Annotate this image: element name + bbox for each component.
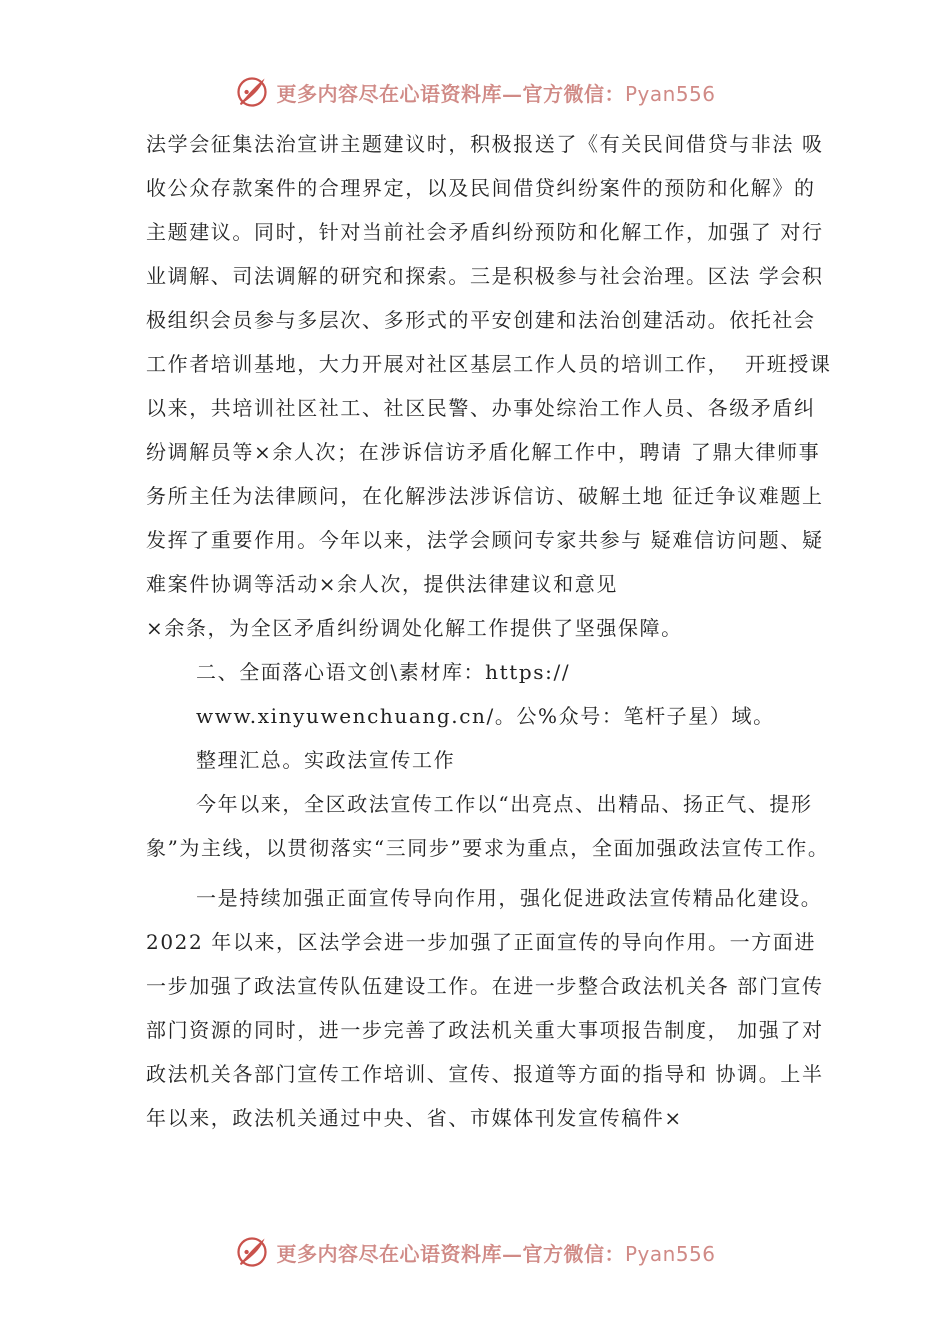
quill-logo-icon [234, 74, 270, 110]
paragraph: 一是持续加强正面宣传导向作用，强化促进政法宣传精品化建设。2022 年以来，区法学会进一步加强了正面宣传的导向作用。一方面进一步加强了政法宣传队伍建设工作。在进一步整合政法机关各 部门宣传部门资源的同时，进一步完善了政法机关重大事项报告制度， 加强了对政法机关各部门宣传工作培训、宣传、报道等方面的指导和 协调。上半年以来，政法机关通过中央、省、市媒体刊发宣传稿件× [146, 886, 824, 1130]
paragraph: www.xinyuwenchuang.cn/。公%众号：笔杆子星）域。 [196, 704, 775, 728]
header-banner [0, 72, 950, 112]
banner-text: 更多内容尽在心语资料库—官方微信：Pyan556 [276, 81, 716, 106]
paragraph: 整理汇总。实政法宣传工作 [196, 748, 456, 772]
paragraph: 今年以来，全区政法宣传工作以“出亮点、出精品、扬正气、提形象”为主线，以贯彻落实“三同步”要求为重点，全面加强政法宣传工作。 [146, 792, 830, 860]
document-body [146, 122, 836, 1140]
paragraph: 二、全面落心语文创\素材库：https:// [196, 660, 571, 684]
paragraph: ×余条，为全区矛盾纠纷调处化解工作提供了坚强保障。 [146, 616, 683, 640]
paragraph: 法学会征集法治宣讲主题建议时，积极报送了《有关民间借贷与非法 吸收公众存款案件的合理界定，以及民间借贷纠纷案件的预防和化解》的主题建议。同时，针对当前社会矛盾纠纷预防和化解工作，加强了 对行业调解、司法调解的研究和探索。三是积极参与社会治理。区法 学会积极组织会员参与多层次、多形式的平安创建和法治创建活动。依托社会工作者培训基地，大力开展对社区基层工作人员的培训工作， 开班授课以来，共培训社区社工、社区民警、办事处综治工作人员、各级矛盾纠纷调解员等×余人次；在涉诉信访矛盾化解工作中，聘请 了鼎大律师事务所主任为法律顾问，在化解涉法涉诉信访、破解土地 征迁争议难题上发挥了重要作用。今年以来，法学会顾问专家共参与 疑难信访问题、疑难案件协调等活动×余人次，提供法律建议和意见 [146, 132, 832, 596]
quill-logo-icon [234, 1234, 270, 1270]
banner-text: 更多内容尽在心语资料库—官方微信：Pyan556 [276, 1241, 716, 1266]
footer-banner [0, 1232, 950, 1272]
